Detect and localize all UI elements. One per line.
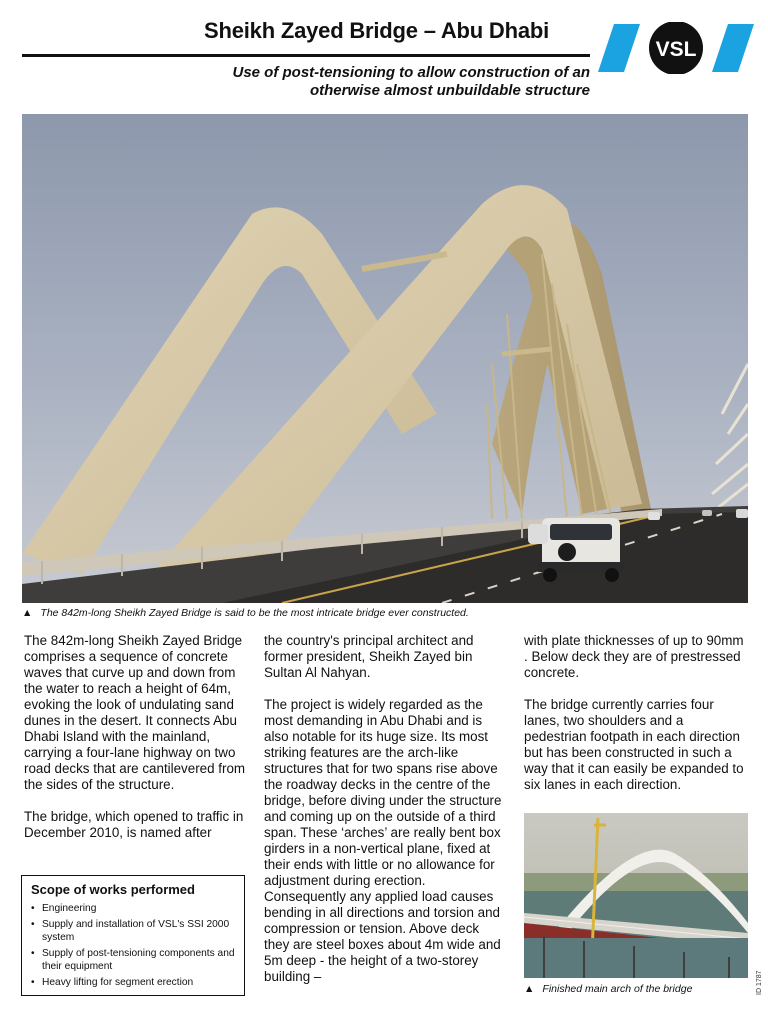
small-photo-caption-text: Finished main arch of the bridge: [542, 983, 693, 995]
scope-item: • Heavy lifting for segment erection: [31, 976, 235, 989]
logo-text: VSL: [655, 38, 697, 61]
scope-of-works-box: [21, 875, 245, 996]
scope-item: • Supply and installation of VSL's SSI 2000 system: [31, 918, 235, 944]
scope-list: [31, 902, 235, 989]
vsl-logo: [598, 22, 754, 74]
body-column-2: [264, 633, 504, 1001]
scope-title: Scope of works performed: [31, 882, 195, 897]
scope-item: • Supply of post-tensioning components and their equipment: [31, 947, 235, 973]
body-column-3: [524, 633, 746, 809]
document-id: ID 1787: [756, 970, 763, 995]
title-rule: [22, 54, 590, 57]
small-photo-caption: [524, 983, 692, 995]
logo-stripe-right: [712, 24, 754, 72]
body-paragraph: with plate thicknesses of up to 90mm . Below deck they are of prestressed concrete.: [524, 633, 744, 680]
logo-stripe-left: [598, 24, 640, 72]
body-column-1: [24, 633, 254, 857]
main-photo-caption-text: The 842m-long Sheikh Zayed Bridge is said to be the most intricate bridge ever constructed.: [40, 607, 469, 619]
caption-triangle-icon: ▲: [524, 983, 535, 995]
page-title: Sheikh Zayed Bridge – Abu Dhabi: [204, 18, 550, 43]
body-paragraph: The bridge, which opened to traffic in December 2010, is named after: [24, 809, 244, 840]
caption-triangle-icon: ▲: [22, 607, 33, 619]
page-subtitle: Use of post-tensioning to allow construction of an otherwise almost unbuildable structure: [232, 64, 590, 99]
body-paragraph: the country's principal architect and former president, Sheikh Zayed bin Sultan Al Nahyan.: [264, 633, 474, 680]
body-paragraph: The 842m-long Sheikh Zayed Bridge comprises a sequence of concrete waves that curve up and down from the water to reach a height of 64m, evoking the look of undulating sand dunes in the desert. It connects Abu Dhabi Island with the mainland, carrying a four-lane highway on two road decks that are cantilevered from the sides of the structure.: [24, 633, 246, 792]
main-bridge-photo: [22, 114, 748, 603]
main-photo-caption: [22, 607, 469, 619]
arch-construction-photo: [524, 813, 748, 978]
body-paragraph: The bridge currently carries four lanes, two shoulders and a pedestrian footpath in each direction but has been constructed in such a way that it can easily be expanded to six lanes in each direction.: [524, 697, 744, 792]
body-paragraph: The project is widely regarded as the most demanding in Abu Dhabi and is also notable for its huge size. Its most striking features are the arch-like structures that for two spans rise above the roadway decks in the centre of the bridge, before diving under the structure and coming up on the outside of a third span. These ‘arches’ are really bent box girders in a non-vertical plane, fixed at their ends with little or no allowance for adjustment during erection. Consequently any applied load causes bending in all directions and torsion and compression or tension. Above deck they are steel boxes about 4m wide and 5m deep - the height of a two-storey building –: [264, 697, 502, 984]
scope-item: • Engineering: [31, 902, 235, 915]
